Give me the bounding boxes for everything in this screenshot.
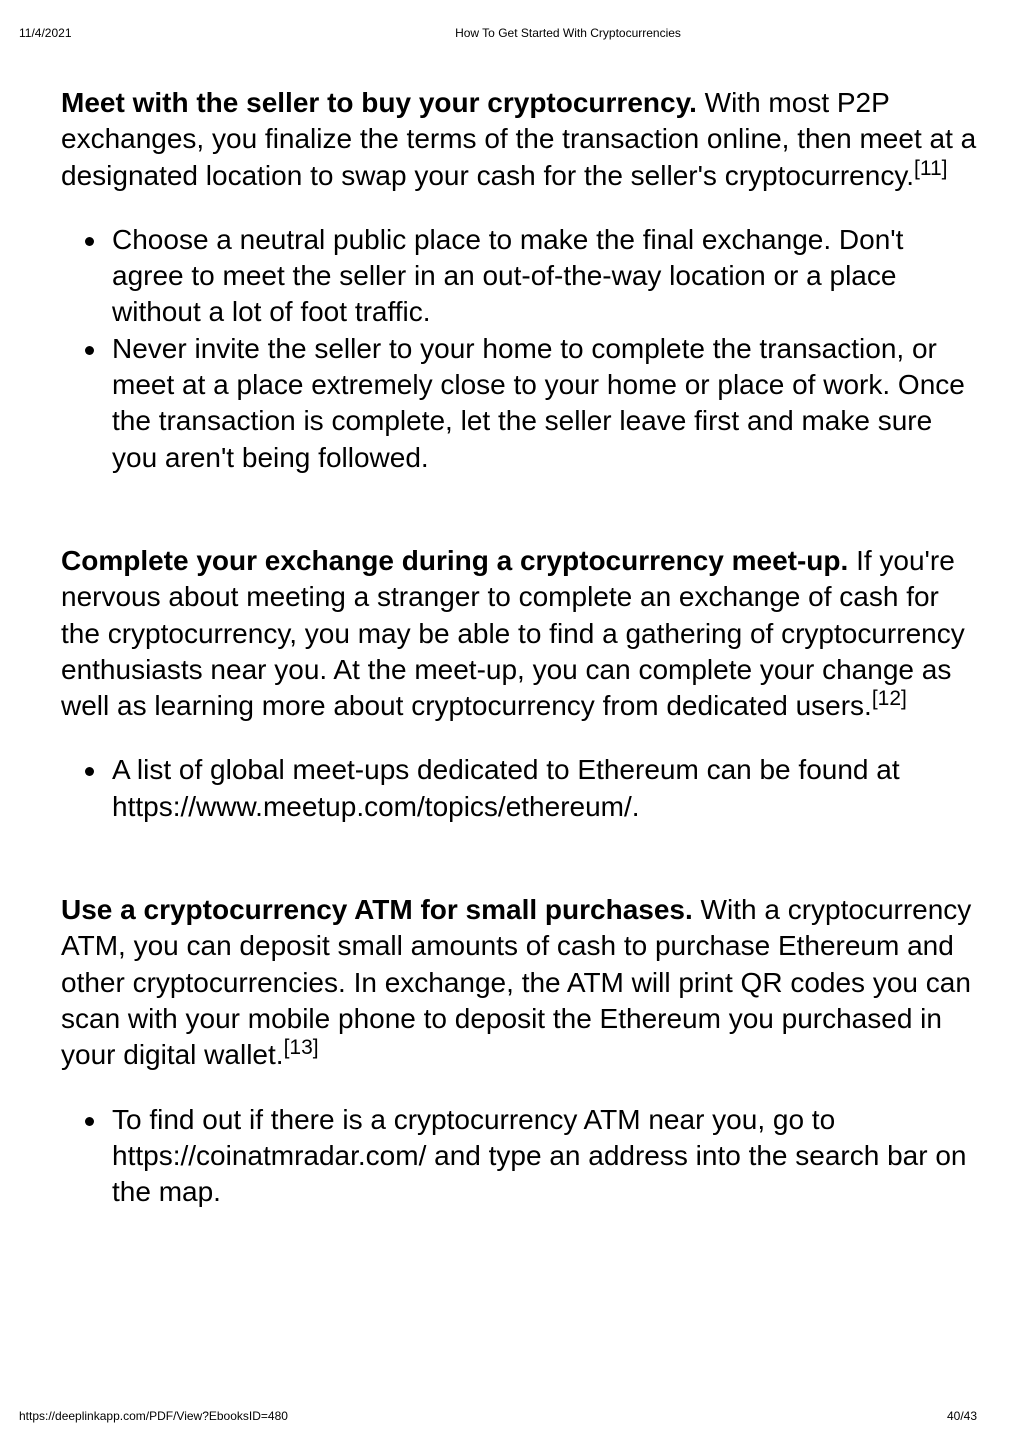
tips-list — [61, 752, 981, 825]
page-url: https://deeplinkapp.com/PDF/View?EbooksID=480 — [19, 1409, 288, 1423]
list-item: A list of global meet-ups dedicated to Ethereum can be found at https://www.meetup.com/topics/ethereum/. — [112, 752, 981, 825]
document-title: How To Get Started With Cryptocurrencies — [455, 26, 681, 40]
step-crypto-atm — [61, 892, 981, 1073]
article-content — [61, 85, 981, 1210]
step-meet-up — [61, 543, 981, 724]
list-item: To find out if there is a cryptocurrency ATM near you, go to https://coinatmradar.com/ and type an address into the search bar on the map. — [112, 1102, 981, 1211]
step-title: Complete your exchange during a cryptocurrency meet-up. — [61, 544, 849, 576]
step-title: Meet with the seller to buy your cryptocurrency. — [61, 87, 697, 118]
step-body: With a cryptocurrency ATM, you can deposit small amounts of cash to purchase Ethereum and other cryptocurrencies. In exchange, the ATM will print QR codes you can scan with your mobile phone to deposit the Ethereum you purchased in your digital wallet. — [61, 894, 972, 1071]
reference-link[interactable]: [11] — [914, 156, 948, 180]
reference-link[interactable]: [13] — [283, 1036, 319, 1060]
step-body: With most P2P exchanges, you finalize the terms of the transaction online, then meet at a designated location to swap your cash for the seller's cryptocurrency. — [61, 87, 977, 191]
tips-list — [61, 222, 981, 476]
print-date: 11/4/2021 — [19, 26, 72, 40]
tips-list — [61, 1102, 981, 1211]
step-body: If you're nervous about meeting a stranger to complete an exchange of cash for the cryptocurrency, you may be able to find a gathering of cryptocurrency enthusiasts near you. At the meet-up, you can complete your change as well as learning more about cryptocurrency from dedicated users. — [61, 544, 965, 722]
list-item: Never invite the seller to your home to complete the transaction, or meet at a place extremely close to your home or place of work. Once the transaction is complete, let the seller leave first and make sure you aren't being followed. — [112, 331, 981, 476]
step-meet-seller — [61, 85, 981, 194]
step-title: Use a cryptocurrency ATM for small purchases. — [61, 894, 693, 926]
list-item: Choose a neutral public place to make the final exchange. Don't agree to meet the seller in an out-of-the-way location or a place without a lot of foot traffic. — [112, 222, 981, 331]
page-number: 40/43 — [946, 1409, 977, 1423]
reference-link[interactable]: [12] — [871, 687, 907, 711]
